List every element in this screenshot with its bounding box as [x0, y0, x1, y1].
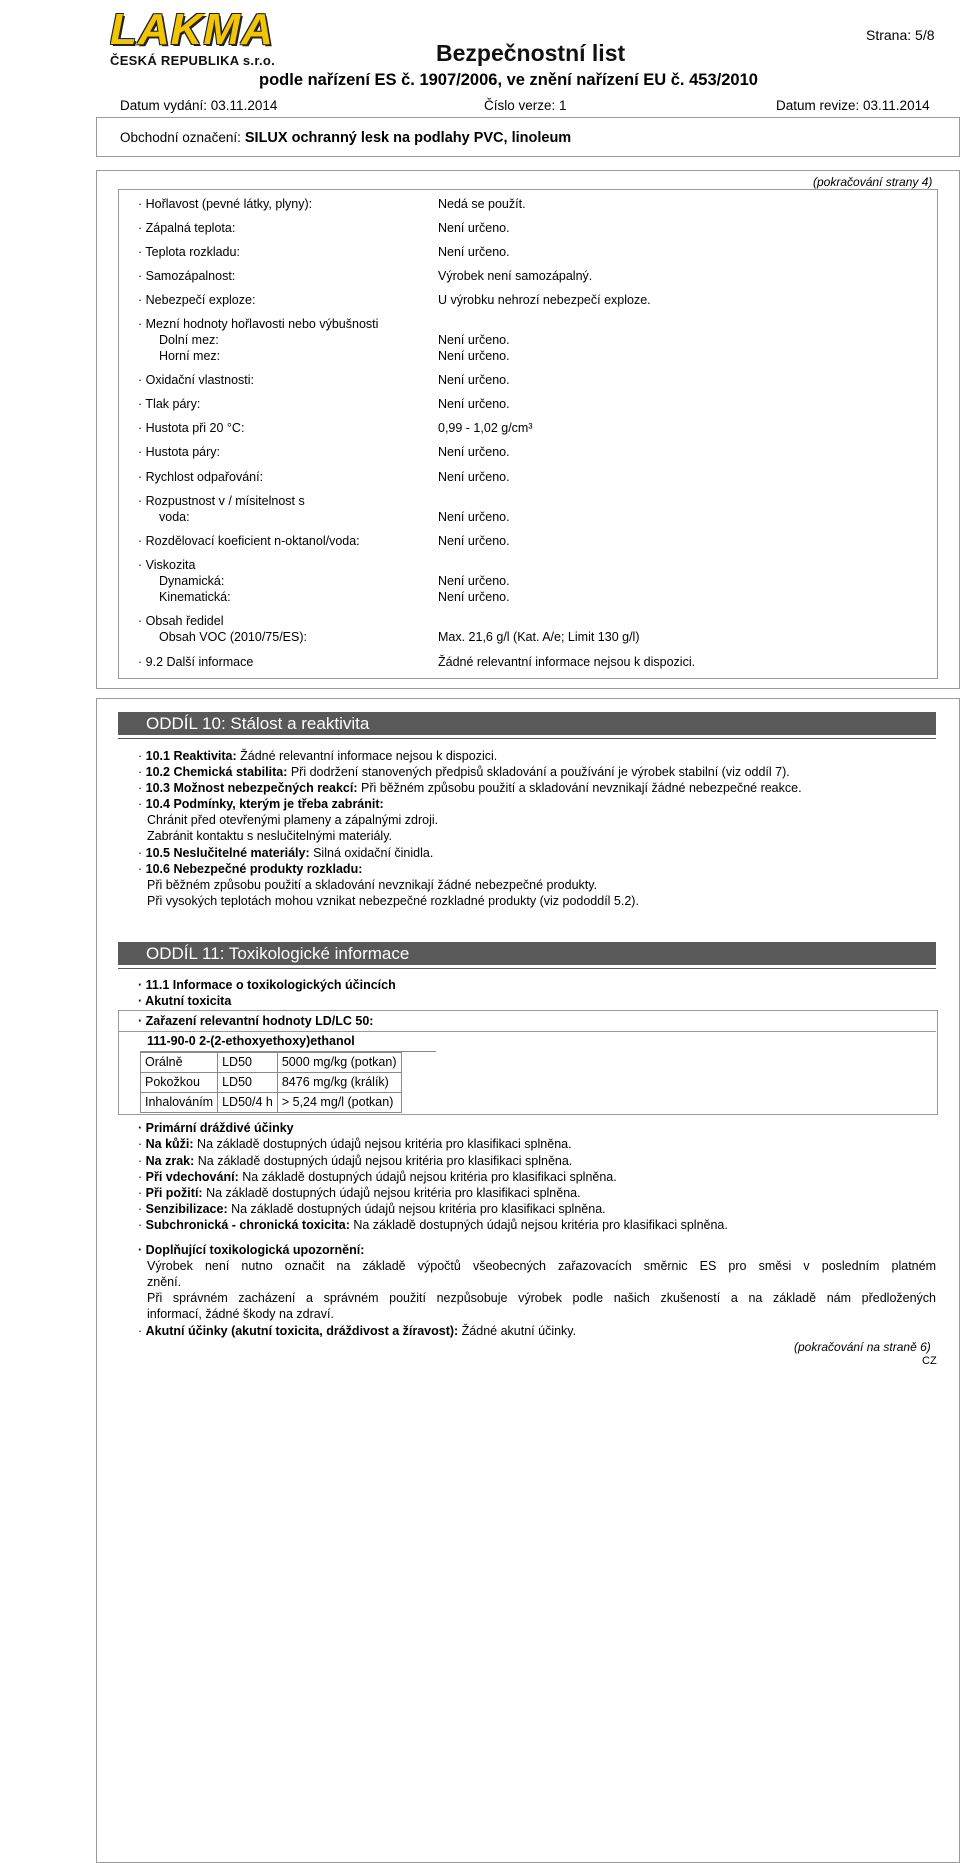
- ld50-cell: Pokožkou: [141, 1073, 218, 1093]
- viscosity-kinematic-value: Není určeno.: [438, 590, 510, 604]
- upper-limit-label: Horní mez:: [159, 349, 221, 363]
- section-11-rule: [118, 968, 936, 969]
- property-label: · Hustota páry:: [138, 445, 220, 459]
- viscosity-dynamic-label: Dynamická:: [159, 574, 225, 588]
- document-subtitle: podle nařízení ES č. 1907/2006, ve znění nařízení EU č. 453/2010: [259, 71, 758, 89]
- partition-value: Není určeno.: [438, 534, 510, 548]
- version-number: Číslo verze: 1: [484, 98, 567, 113]
- property-value: Není určeno.: [438, 221, 510, 235]
- section-10-rule: [118, 738, 936, 739]
- stability-line: Při vysokých teplotách mohou vznikat nebezpečné rozkladné produkty (viz pododdíl 5.2).: [147, 894, 639, 908]
- section-10-header: ODDÍL 10: Stálost a reaktivita: [118, 712, 936, 735]
- ld50-cell: LD50: [218, 1053, 278, 1073]
- upper-limit-value: Není určeno.: [438, 349, 510, 363]
- acute-effects-line: · Akutní účinky (akutní toxicita, dráždivost a žíravost): Žádné akutní účinky.: [138, 1324, 577, 1338]
- property-label: · Hořlavost (pevné látky, plyny):: [138, 197, 313, 211]
- logo-subtitle: ČESKÁ REPUBLIKA s.r.o.: [110, 53, 276, 68]
- company-logo: [110, 5, 280, 70]
- document-title: Bezpečnostní list: [436, 40, 626, 66]
- irritant-line: · Při vdechování: Na základě dostupných údajů nejsou kritéria pro klasifikaci splněna.: [138, 1170, 617, 1184]
- country-code: CZ: [922, 1355, 937, 1367]
- ld50-cell: Orálně: [141, 1053, 218, 1073]
- extra-tox-p2b: informací, žádné škody na zdraví.: [147, 1307, 334, 1321]
- ld50-cell: LD50/4 h: [218, 1093, 278, 1113]
- continuation-to-note: (pokračování na straně 6): [794, 1340, 931, 1354]
- logo-wordmark: LAKMA: [110, 5, 274, 54]
- stability-line: · 10.4 Podmínky, kterým je třeba zabránit:: [138, 797, 384, 811]
- property-value: Výrobek není samozápalný.: [438, 269, 593, 283]
- property-value: U výrobku nehrozí nebezpečí exploze.: [438, 293, 651, 307]
- lower-limit-value: Není určeno.: [438, 333, 510, 347]
- stability-line: Při běžném způsobu použití a skladování nevznikají žádné nebezpečné produkty.: [147, 878, 598, 892]
- solvents-label: · Obsah ředidel: [138, 614, 224, 628]
- extra-tox-p1a: Výrobek není nutno označit na základě výpočtů všeobecných zařazovacích směrnic ES pro směsi v posledním platném: [147, 1259, 936, 1273]
- stability-line: · 10.3 Možnost nebezpečných reakcí: Při běžném způsobu použití a skladování nevznikají žádné nebezpečné reakce.: [138, 781, 802, 795]
- stability-line: · 10.5 Neslučitelné materiály: Silná oxidační činidla.: [138, 846, 434, 860]
- extra-tox-p1b: znění.: [147, 1275, 182, 1289]
- stability-line: Zabránit kontaktu s neslučitelnými materiály.: [147, 829, 393, 843]
- irritant-line: · Při požití: Na základě dostupných údajů nejsou kritéria pro klasifikaci splněna.: [138, 1186, 581, 1200]
- property-value: Není určeno.: [438, 245, 510, 259]
- stability-line: · 10.2 Chemická stabilita: Při dodržení stanovených předpisů skladování a používání je výrobek stabilní (viz oddíl 7).: [138, 765, 790, 779]
- irritant-line: · Na kůži: Na základě dostupných údajů nejsou kritéria pro klasifikaci splněna.: [138, 1137, 572, 1151]
- page-number: Strana: 5/8: [866, 27, 935, 43]
- voc-value: Max. 21,6 g/l (Kat. A/e; Limit 130 g/l): [438, 630, 640, 644]
- other-info-label: · 9.2 Další informace: [138, 655, 254, 669]
- trade-name-label: Obchodní označení:: [120, 130, 241, 145]
- property-label: · Tlak páry:: [138, 397, 201, 411]
- ld50-row: [141, 1073, 402, 1093]
- trade-name-line: [120, 130, 571, 146]
- acute-toxicity-heading: · Akutní toxicita: [138, 994, 232, 1008]
- trade-name: SILUX ochranný lesk na podlahy PVC, linoleum: [244, 130, 572, 146]
- property-value: Není určeno.: [438, 445, 510, 459]
- property-value: Není určeno.: [438, 397, 510, 411]
- extra-tox-p2a: Při správném zacházení a správném použití nezpůsobuje výrobek podle našich zkušeností a na základě nám předložených: [147, 1291, 936, 1305]
- property-value: Není určeno.: [438, 373, 510, 387]
- irritant-line: · Senzibilizace: Na základě dostupných údajů nejsou kritéria pro klasifikaci splněna.: [138, 1202, 606, 1216]
- revision-date: Datum revize: 03.11.2014: [776, 98, 930, 113]
- continuation-from-note: (pokračování strany 4): [813, 175, 933, 189]
- partition-label: · Rozdělovací koeficient n-oktanol/voda:: [138, 534, 360, 548]
- flammability-limits-label: · Mezní hodnoty hořlavosti nebo výbušnosti: [138, 317, 379, 331]
- extra-tox-heading: · Doplňující toxikologická upozornění:: [138, 1243, 365, 1257]
- property-label: · Samozápalnost:: [138, 269, 236, 283]
- ld50-table: [140, 1052, 402, 1113]
- issue-date: Datum vydání: 03.11.2014: [120, 98, 278, 113]
- viscosity-label: · Viskozita: [138, 558, 196, 572]
- ld50-cell: 5000 mg/kg (potkan): [277, 1053, 401, 1073]
- property-value: Nedá se použít.: [438, 197, 526, 211]
- viscosity-kinematic-label: Kinematická:: [159, 590, 231, 604]
- property-label: · Oxidační vlastnosti:: [138, 373, 255, 387]
- stability-line: · 10.1 Reaktivita: Žádné relevantní informace nejsou k dispozici.: [138, 749, 498, 763]
- ld50-row: [141, 1093, 402, 1113]
- stability-line: Chránit před otevřenými plameny a zápalnými zdroji.: [147, 813, 439, 827]
- ld50-row: [141, 1053, 402, 1073]
- property-label: · Zápalná teplota:: [138, 221, 236, 235]
- irritant-line: · Subchronická - chronická toxicita: Na základě dostupných údajů nejsou kritéria pro klasifikaci splněna.: [138, 1218, 728, 1232]
- substance-name: 111-90-0 2-(2-ethoxyethoxy)ethanol: [147, 1034, 355, 1048]
- ld-rule: [118, 1031, 936, 1032]
- solubility-value: Není určeno.: [438, 510, 510, 524]
- property-label: · Hustota při 20 °C:: [138, 421, 245, 435]
- property-label: · Nebezpečí exploze:: [138, 293, 256, 307]
- stability-line: · 10.6 Nebezpečné produkty rozkladu:: [138, 862, 363, 876]
- voc-label: Obsah VOC (2010/75/ES):: [159, 630, 307, 644]
- solubility-water-label: voda:: [159, 510, 190, 524]
- section-11-header: ODDÍL 11: Toxikologické informace: [118, 942, 936, 965]
- property-label: · Rychlost odpařování:: [138, 470, 264, 484]
- ld-classification-label: · Zařazení relevantní hodnoty LD/LC 50:: [138, 1014, 374, 1028]
- irritant-heading: · Primární dráždivé účinky: [138, 1121, 294, 1135]
- solubility-label: · Rozpustnost v / mísitelnost s: [138, 494, 305, 508]
- viscosity-dynamic-value: Není určeno.: [438, 574, 510, 588]
- other-info-value: Žádné relevantní informace nejsou k dispozici.: [438, 655, 696, 669]
- property-value: 0,99 - 1,02 g/cm³: [438, 421, 533, 435]
- irritant-line: · Na zrak: Na základě dostupných údajů nejsou kritéria pro klasifikaci splněna.: [138, 1154, 573, 1168]
- ld50-cell: LD50: [218, 1073, 278, 1093]
- tox-info-heading: · 11.1 Informace o toxikologických účincích: [138, 978, 396, 992]
- property-value: Není určeno.: [438, 470, 510, 484]
- ld50-cell: 8476 mg/kg (králík): [277, 1073, 401, 1093]
- ld50-cell: > 5,24 mg/l (potkan): [277, 1093, 401, 1113]
- ld50-cell: Inhalováním: [141, 1093, 218, 1113]
- property-label: · Teplota rozkladu:: [138, 245, 240, 259]
- lower-limit-label: Dolní mez:: [159, 333, 219, 347]
